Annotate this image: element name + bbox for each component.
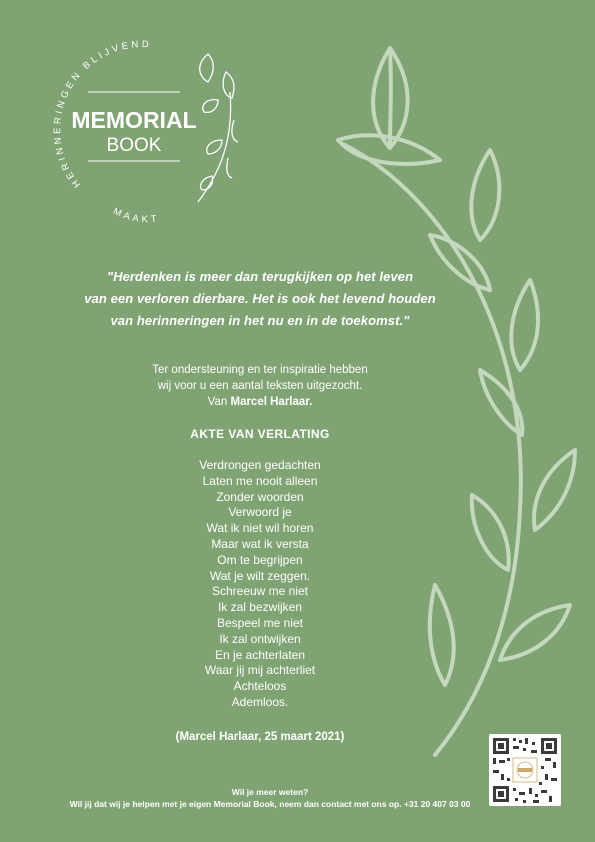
poem-body bbox=[110, 458, 410, 711]
logo-word-memorial: MEMORIAL bbox=[71, 107, 197, 133]
poem-line: Achteloos bbox=[233, 679, 287, 694]
poem-line: Wat je wilt zeggen. bbox=[209, 568, 311, 583]
intro-author: Marcel Harlaar. bbox=[230, 396, 313, 408]
poem-line: Om te begrijpen bbox=[217, 552, 303, 567]
poem-line: Bespeel me niet bbox=[216, 615, 304, 630]
poem-line: Verwoord je bbox=[228, 505, 292, 520]
poem-line: Laten me nooit alleen bbox=[202, 473, 318, 488]
poem-line: Maar wat ik versta bbox=[211, 536, 309, 551]
logo-word-book: BOOK bbox=[106, 135, 162, 156]
intro-line: Ter ondersteuning en ter inspiratie hebben bbox=[152, 364, 368, 376]
poem-line: Ik zal ontwijken bbox=[219, 631, 301, 646]
poem-line: En je achterlaten bbox=[214, 647, 306, 662]
intro-prefix: Van bbox=[207, 396, 231, 408]
poem-line: Schreeuw me niet bbox=[211, 584, 309, 599]
laurel-branch-icon bbox=[198, 54, 238, 202]
footer-contact-line: Wil jij dat wij je helpen met je eigen Memorial Book, neem dan contact met ons op. +31 20 407 03 00 bbox=[69, 799, 471, 809]
intro-line: wij voor u een aantal teksten uitgezocht. bbox=[157, 380, 363, 392]
poem-line: Verdrongen gedachten bbox=[199, 458, 321, 472]
memorial-book-logo bbox=[48, 40, 238, 230]
quote-line: van een verloren dierbare. Het is ook het levend houden bbox=[84, 291, 436, 306]
quote-line: van herinneringen in het nu en in de toekomst." bbox=[110, 313, 410, 328]
svg-text:MAAKT bbox=[111, 206, 160, 225]
quote-line: "Herdenken is meer dan terugkijken op het leven bbox=[106, 269, 414, 284]
logo-arc-bottom: MAAKT bbox=[111, 206, 161, 226]
footer-contact bbox=[20, 786, 520, 810]
intro-quote bbox=[40, 266, 480, 332]
intro-text bbox=[60, 362, 460, 410]
poem-line: Zonder woorden bbox=[216, 489, 304, 504]
poem-line: Waar jij mij achterliet bbox=[204, 663, 316, 678]
poem-line: Wat ik niet wil horen bbox=[206, 521, 314, 536]
logo-arc-top: HERINNERINGEN BLIJVEND bbox=[52, 40, 153, 190]
poem-title: AKTE VAN VERLATING bbox=[190, 427, 330, 441]
poem-line: Ik zal bezwijken bbox=[217, 600, 303, 615]
poem-line: Ademloos. bbox=[231, 694, 289, 709]
footer-heading: Wil je meer weten? bbox=[231, 787, 309, 797]
poem-credit: (Marcel Harlaar, 25 maart 2021) bbox=[175, 731, 345, 743]
intro-line-author bbox=[60, 394, 460, 410]
